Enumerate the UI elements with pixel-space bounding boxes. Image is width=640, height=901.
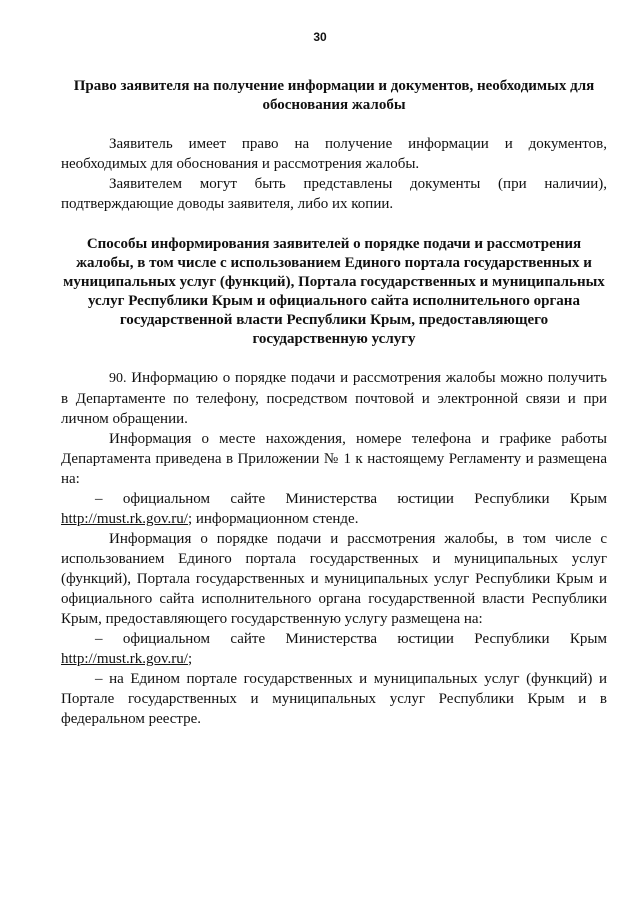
paragraph-90-text: Информацию о порядке подачи и рассмотрения жалобы можно получить в Департаменте по телефону, посредством почтовой и электронной связи и при личном обращении. [61, 370, 607, 427]
section-title-right-to-information: Право заявителя на получение информации и документов, необходимых для обоснования жалобы [73, 78, 595, 113]
list-item-text: – официальном сайте Министерства юстиции Республики Крым [95, 631, 607, 647]
paragraph-number: 90. [109, 371, 127, 386]
page-content [61, 77, 607, 729]
list-item-tail: ; информационном стенде. [187, 511, 359, 527]
paragraph-90 [61, 368, 607, 429]
list-item-unified-portal: – на Едином портале государственных и муниципальных услуг (функций) и Портале государственных и муниципальных услуг Республики Крым и в федеральном реестре. [61, 671, 607, 727]
page-number: 30 [313, 30, 327, 44]
paragraph-location-info: Информация о месте нахождения, номере телефона и графике работы Департамента приведена в Приложении № 1 к настоящему Регламенту и размещена на: [61, 431, 607, 487]
ministry-site-link[interactable]: http://must.rk.gov.ru/ [61, 651, 188, 667]
paragraph-documents: Заявителем могут быть представлены документы (при наличии), подтверждающие доводы заявителя, либо их копии. [61, 176, 607, 212]
list-item-official-site-1 [61, 489, 607, 529]
section-title-informing-methods: Способы информирования заявителей о порядке подачи и рассмотрения жалобы, в том числе с использованием Единого портала государственных и муниципальных услуг (функций), Портала государственных и муниципальных услуг Республики Крым и официального сайта исполнительного органа государственной власти Республики Крым, предоставляющего государственную услугу [63, 236, 605, 347]
list-item-tail: ; [187, 651, 193, 667]
list-item-official-site-2 [61, 629, 607, 669]
paragraph-complaint-info: Информация о порядке подачи и рассмотрения жалобы, в том числе с использованием Единого портала государственных и муниципальных услуг (функций), Портала государственных и муниципальных услуг Республики Крым и официального сайта исполнительного органа государственной власти Республики Крым, предоставляющего государственную услугу размещена на: [61, 531, 607, 627]
list-item-text: – официальном сайте Министерства юстиции Республики Крым [95, 491, 607, 507]
paragraph-right-to-information: Заявитель имеет право на получение информации и документов, необходимых для обоснования и рассмотрения жалобы. [61, 136, 607, 172]
ministry-site-link[interactable]: http://must.rk.gov.ru/ [61, 511, 188, 527]
